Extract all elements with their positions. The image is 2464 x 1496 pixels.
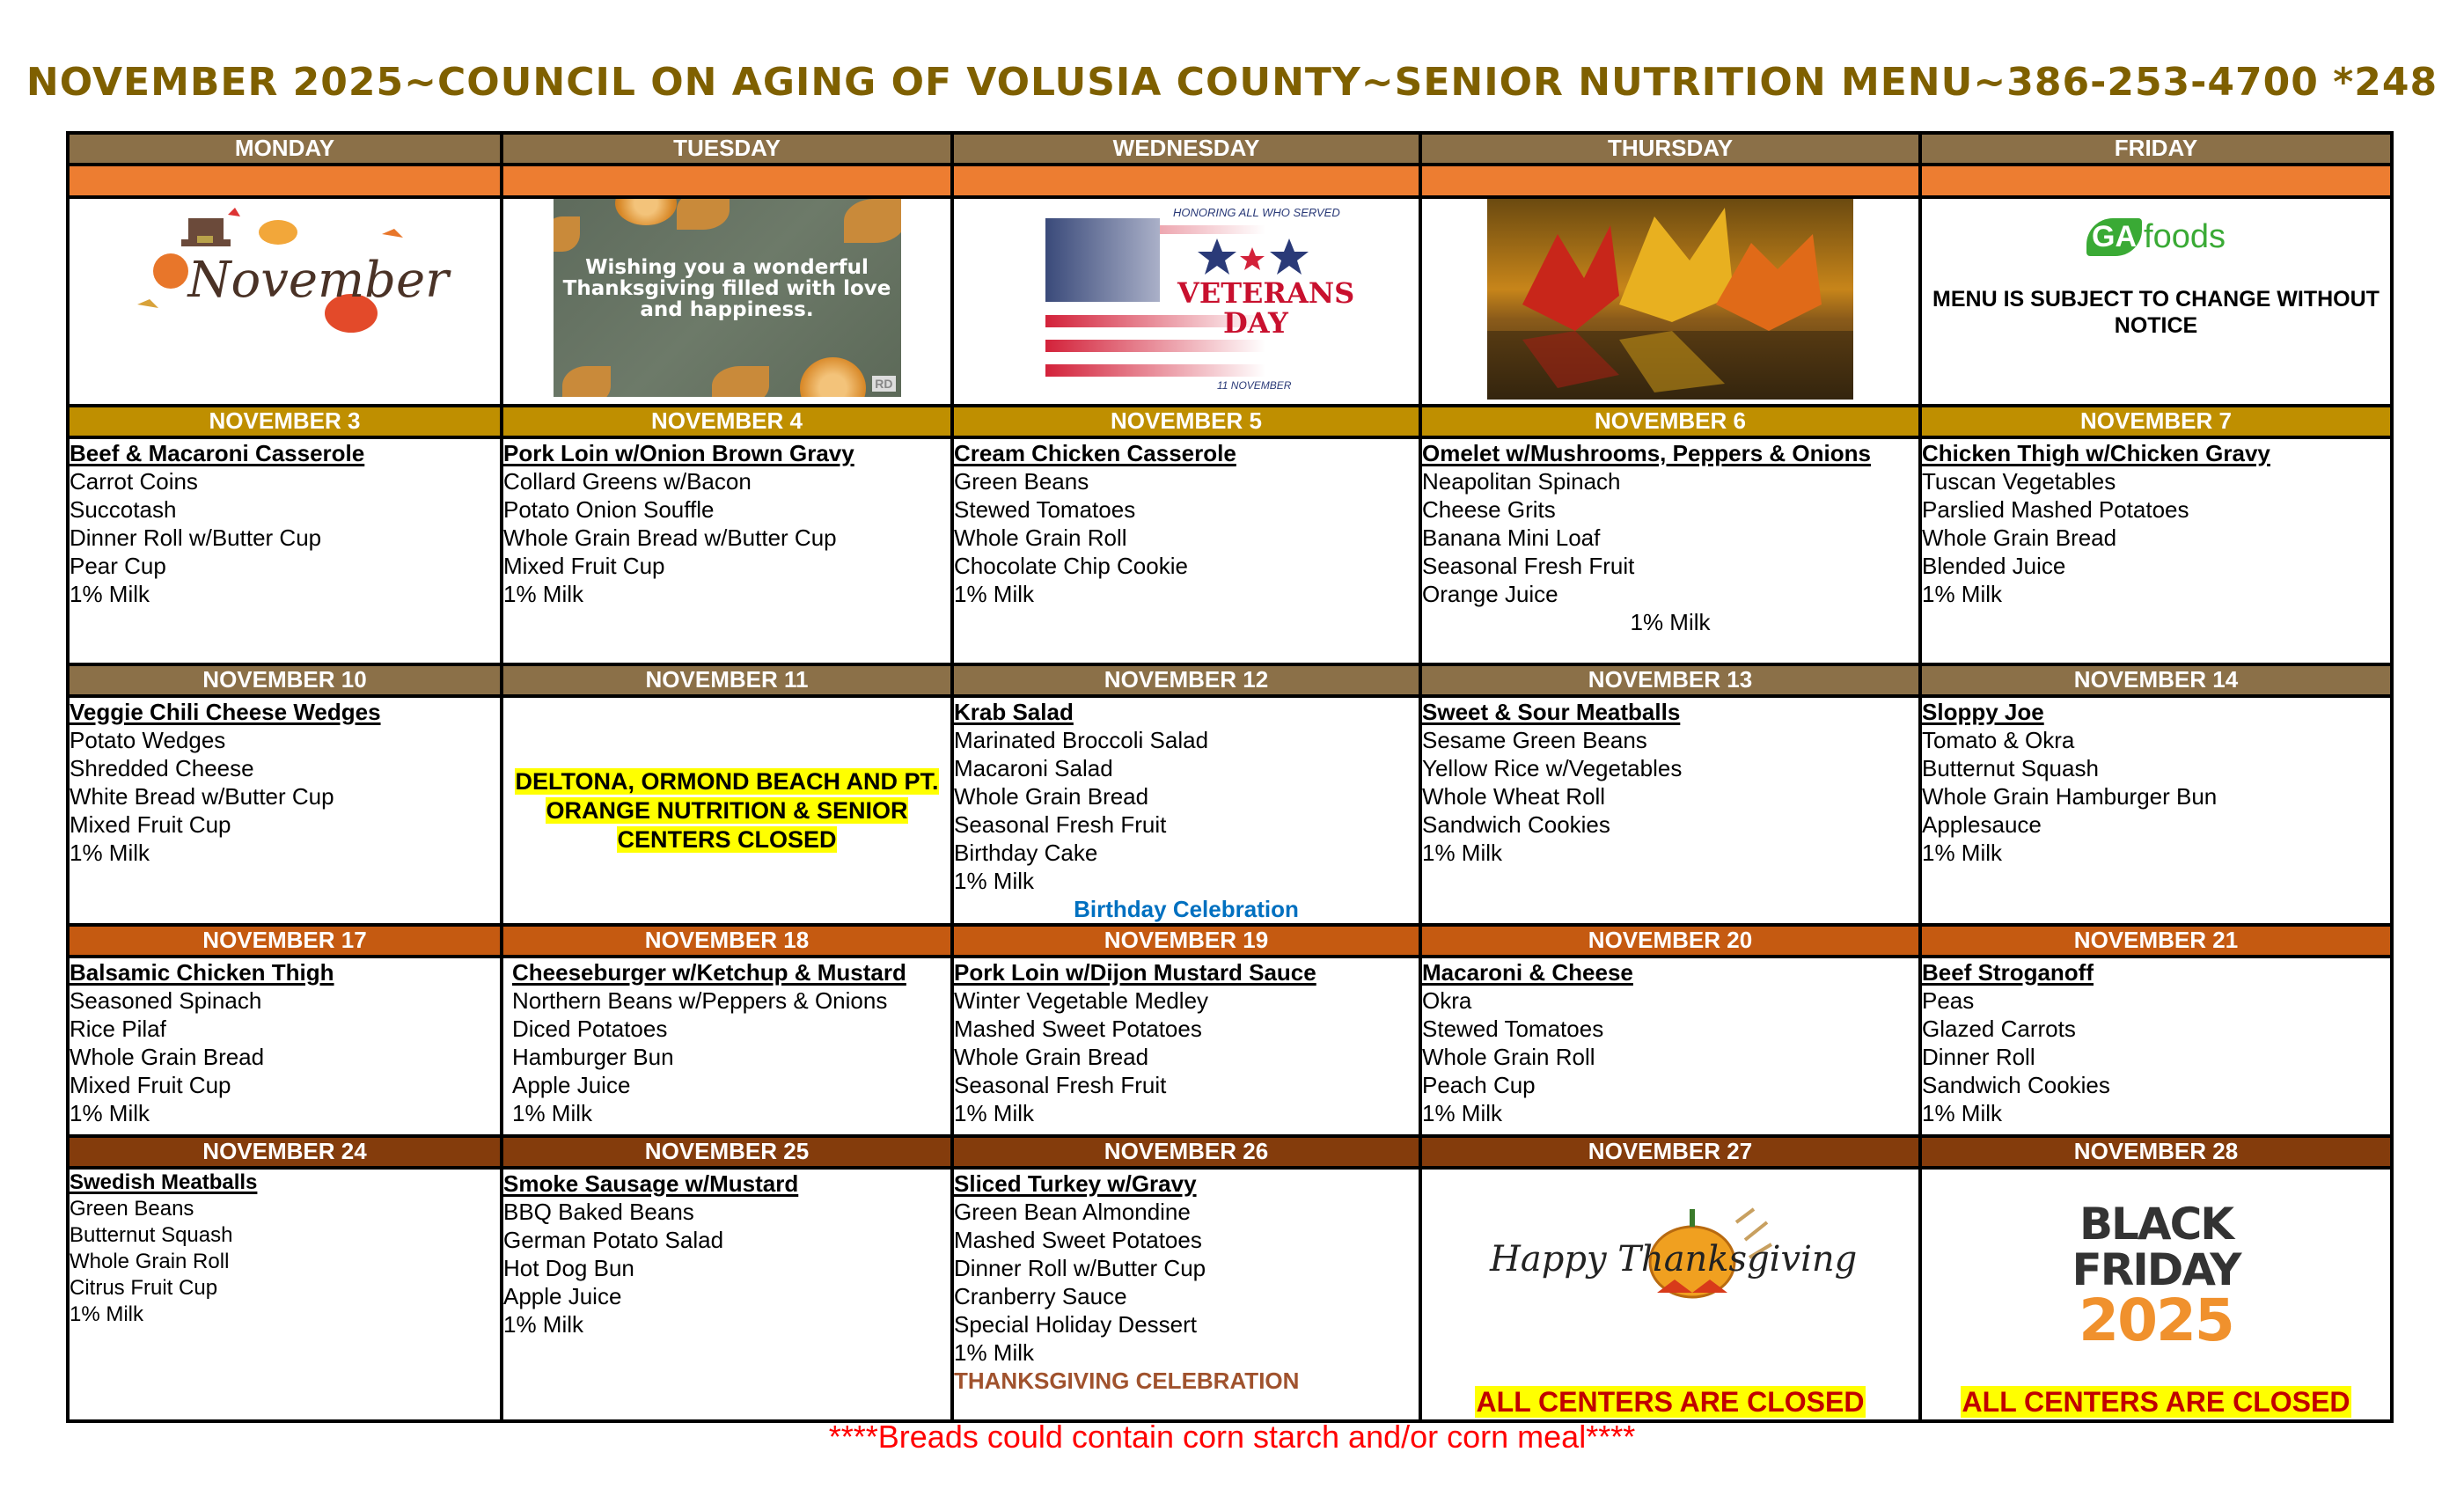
- thanksgiving-closed-cell: [1420, 1168, 1920, 1421]
- menu-item: Potato Wedges: [70, 727, 226, 753]
- entree: Sloppy Joe: [1922, 699, 2044, 725]
- menu-item: Chocolate Chip Cookie: [954, 553, 1188, 579]
- day-menu-cell: [952, 437, 1420, 664]
- black-friday-closed-cell: [1920, 1168, 2392, 1421]
- menu-item: Special Holiday Dessert: [954, 1311, 1198, 1338]
- date-header: NOVEMBER 10: [68, 664, 502, 696]
- day-menu-cell: [68, 1168, 502, 1421]
- day-menu-cell: [68, 437, 502, 664]
- menu-item: 1% Milk: [1630, 609, 1711, 635]
- menu-item: Carrot Coins: [70, 468, 198, 495]
- orange-band: [502, 165, 952, 197]
- menu-item: Whole Grain Bread w/Butter Cup: [503, 524, 837, 551]
- day-menu-cell: [1920, 696, 2392, 925]
- orange-band: [952, 165, 1420, 197]
- menu-item: 1% Milk: [503, 1311, 584, 1338]
- menu-item: Tuscan Vegetables: [1922, 468, 2116, 495]
- entree: Pork Loin w/Dijon Mustard Sauce: [954, 959, 1316, 986]
- honoring-text: HONORING ALL WHO SERVED: [1173, 206, 1340, 219]
- menu-item: Dinner Roll: [1922, 1044, 2035, 1070]
- menu-item: 1% Milk: [1922, 581, 2003, 607]
- menu-item: Parslied Mashed Potatoes: [1922, 496, 2189, 523]
- menu-item: 1% Milk: [954, 1100, 1035, 1126]
- day-menu-cell: [952, 957, 1420, 1136]
- day-menu-cell: [68, 957, 502, 1136]
- menu-item: Succotash: [70, 496, 177, 523]
- menu-item: 1% Milk: [954, 581, 1035, 607]
- year-text: 2025: [2079, 1287, 2233, 1354]
- menu-item: Sesame Green Beans: [1422, 727, 1647, 753]
- menu-item: 1% Milk: [503, 581, 584, 607]
- week-1-date-row: [68, 406, 2392, 437]
- entree: Beef & Macaroni Casserole: [70, 440, 365, 466]
- menu-item: Potato Onion Souffle: [503, 496, 715, 523]
- menu-change-notice: MENU IS SUBJECT TO CHANGE WITHOUT NOTICE: [1932, 287, 2380, 338]
- entree: Balsamic Chicken Thigh: [70, 959, 334, 986]
- menu-item: Whole Grain Bread: [954, 1044, 1149, 1070]
- date-header: NOVEMBER 27: [1420, 1136, 1920, 1168]
- menu-item: Stewed Tomatoes: [1422, 1016, 1604, 1042]
- date-header: NOVEMBER 18: [502, 925, 952, 957]
- week-3-date-row: [68, 925, 2392, 957]
- menu-item: Green Beans: [70, 1197, 194, 1221]
- menu-item: Whole Grain Roll: [1422, 1044, 1595, 1070]
- november-11-text: 11 NOVEMBER: [1217, 379, 1292, 392]
- menu-item: 1% Milk: [954, 1339, 1035, 1366]
- date-header: NOVEMBER 24: [68, 1136, 502, 1168]
- date-header: NOVEMBER 19: [952, 925, 1420, 957]
- november-script-text: November: [187, 252, 449, 309]
- menu-item: Hot Dog Bun: [503, 1255, 634, 1281]
- menu-item: Stewed Tomatoes: [954, 496, 1136, 523]
- date-header: NOVEMBER 28: [1920, 1136, 2392, 1168]
- menu-item: Butternut Squash: [1922, 755, 2099, 781]
- menu-item: Mixed Fruit Cup: [70, 811, 231, 838]
- menu-item: Apple Juice: [512, 1072, 631, 1098]
- entree: Cheeseburger w/Ketchup & Mustard: [512, 959, 906, 986]
- entree: Chicken Thigh w/Chicken Gravy: [1922, 440, 2270, 466]
- menu-item: Whole Grain Roll: [70, 1250, 230, 1273]
- ga-logo-mark: GA: [2086, 218, 2142, 256]
- orange-band-row: [68, 165, 2392, 197]
- menu-item: Cheese Grits: [1422, 496, 1556, 523]
- entree: Cream Chicken Casserole: [954, 440, 1236, 466]
- menu-item: Diced Potatoes: [512, 1016, 668, 1042]
- day-menu-cell: [1920, 437, 2392, 664]
- menu-item: Yellow Rice w/Vegetables: [1422, 755, 1683, 781]
- november-illustration-image: [118, 199, 452, 340]
- page-title: NOVEMBER 2025~COUNCIL ON AGING OF VOLUSIA COUNTY~SENIOR NUTRITION MENU~386-253-4700 *248: [26, 60, 2438, 105]
- monday-image-cell: [68, 197, 502, 406]
- day-menu-cell: [1420, 957, 1920, 1136]
- autumn-leaves-image: [1487, 199, 1853, 400]
- menu-item: 1% Milk: [512, 1100, 593, 1126]
- day-menu-cell: [502, 957, 952, 1136]
- day-text: DAY: [1223, 306, 1288, 340]
- centers-closed-notice: DELTONA, ORMOND BEACH AND PT. ORANGE NUTRITION & SENIOR CENTERS CLOSED: [515, 767, 939, 853]
- entree: Krab Salad: [954, 699, 1074, 725]
- week-2-menu-row: [68, 696, 2392, 925]
- menu-item: Peach Cup: [1422, 1072, 1536, 1098]
- gafoods-logo: [1922, 218, 2390, 256]
- black-friday-image: [1922, 1199, 2390, 1354]
- menu-item: Green Bean Almondine: [954, 1199, 1191, 1225]
- menu-item: Whole Grain Hamburger Bun: [1922, 783, 2218, 810]
- menu-item: Whole Grain Bread: [954, 783, 1149, 810]
- week-1-menu-row: [68, 437, 2392, 664]
- menu-item: Whole Wheat Roll: [1422, 783, 1606, 810]
- menu-item: Butternut Squash: [70, 1223, 233, 1247]
- entree: Sweet & Sour Meatballs: [1422, 699, 1681, 725]
- menu-item: Hamburger Bun: [512, 1044, 674, 1070]
- menu-item: Birthday Cake: [954, 840, 1098, 866]
- day-menu-cell: [502, 1168, 952, 1421]
- entree: Macaroni & Cheese: [1422, 959, 1633, 986]
- weekday-thursday: THURSDAY: [1420, 133, 1920, 165]
- menu-item: Tomato & Okra: [1922, 727, 2075, 753]
- menu-item: 1% Milk: [70, 840, 150, 866]
- date-header: NOVEMBER 21: [1920, 925, 2392, 957]
- date-header: NOVEMBER 11: [502, 664, 952, 696]
- menu-item: Seasonal Fresh Fruit: [954, 811, 1167, 838]
- menu-item: Collard Greens w/Bacon: [503, 468, 752, 495]
- menu-item: Mashed Sweet Potatoes: [954, 1227, 1202, 1253]
- tuesday-image-cell: [502, 197, 952, 406]
- thanksgiving-wishes-image: [554, 199, 901, 397]
- date-header: NOVEMBER 17: [68, 925, 502, 957]
- date-header: NOVEMBER 20: [1420, 925, 1920, 957]
- rd-badge: RD: [872, 376, 895, 392]
- menu-item: Whole Grain Bread: [1922, 524, 2117, 551]
- happy-thanksgiving-image: [1481, 1205, 1859, 1346]
- entree: Pork Loin w/Onion Brown Gravy: [503, 440, 854, 466]
- menu-item: 1% Milk: [70, 1302, 144, 1326]
- day-menu-cell: [952, 696, 1420, 925]
- day-menu-cell: [952, 1168, 1420, 1421]
- image-row: [68, 197, 2392, 406]
- date-header: NOVEMBER 13: [1420, 664, 1920, 696]
- menu-item: Seasonal Fresh Fruit: [1422, 553, 1635, 579]
- date-header: NOVEMBER 6: [1420, 406, 1920, 437]
- menu-item: Sandwich Cookies: [1922, 1072, 2110, 1098]
- menu-item: Peas: [1922, 987, 1975, 1014]
- weekday-monday: MONDAY: [68, 133, 502, 165]
- menu-item: Okra: [1422, 987, 1472, 1014]
- birthday-celebration-note: Birthday Celebration: [1074, 896, 1299, 922]
- thursday-image-cell: [1420, 197, 1920, 406]
- entree: Sliced Turkey w/Gravy: [954, 1170, 1197, 1197]
- day-menu-cell: [1420, 437, 1920, 664]
- entree: Beef Stroganoff: [1922, 959, 2094, 986]
- menu-calendar-table: [66, 131, 2394, 1423]
- menu-item: Neapolitan Spinach: [1422, 468, 1621, 495]
- day-menu-cell: [502, 437, 952, 664]
- wednesday-image-cell: [952, 197, 1420, 406]
- menu-item: Seasonal Fresh Fruit: [954, 1072, 1167, 1098]
- menu-item: BBQ Baked Beans: [503, 1199, 694, 1225]
- menu-item: Glazed Carrots: [1922, 1016, 2076, 1042]
- black-text: BLACK: [2079, 1199, 2233, 1250]
- menu-item: Apple Juice: [503, 1283, 622, 1309]
- menu-item: Mixed Fruit Cup: [503, 553, 665, 579]
- date-header: NOVEMBER 25: [502, 1136, 952, 1168]
- friday-info-cell: [1920, 197, 2392, 406]
- weekday-friday: FRIDAY: [1920, 133, 2392, 165]
- day-menu-cell: [1420, 696, 1920, 925]
- menu-item: Applesauce: [1922, 811, 2042, 838]
- foods-logo-text: foods: [2144, 218, 2226, 255]
- menu-item: Mixed Fruit Cup: [70, 1072, 231, 1098]
- menu-item: Shredded Cheese: [70, 755, 254, 781]
- menu-item: Orange Juice: [1422, 581, 1558, 607]
- menu-item: Macaroni Salad: [954, 755, 1113, 781]
- all-centers-closed-notice: ALL CENTERS ARE CLOSED: [1962, 1386, 2350, 1418]
- date-header: NOVEMBER 26: [952, 1136, 1420, 1168]
- menu-item: Whole Grain Roll: [954, 524, 1127, 551]
- menu-item: 1% Milk: [70, 581, 150, 607]
- menu-item: 1% Milk: [1422, 1100, 1503, 1126]
- all-centers-closed-notice: ALL CENTERS ARE CLOSED: [1476, 1386, 1865, 1418]
- day-menu-cell: [68, 696, 502, 925]
- menu-item: Winter Vegetable Medley: [954, 987, 1209, 1014]
- corn-starch-disclaimer: ****Breads could contain corn starch and/or corn meal****: [828, 1419, 1636, 1455]
- weekday-wednesday: WEDNESDAY: [952, 133, 1420, 165]
- menu-item: Pear Cup: [70, 553, 166, 579]
- friday-text: FRIDAY: [2072, 1244, 2240, 1295]
- thanksgiving-celebration-note: THANKSGIVING CELEBRATION: [954, 1368, 1300, 1394]
- date-header: NOVEMBER 3: [68, 406, 502, 437]
- thanksgiving-wishes-text: Wishing you a wonderful Thanksgiving filled with love and happiness.: [562, 256, 891, 321]
- menu-item: Whole Grain Bread: [70, 1044, 265, 1070]
- menu-item: German Potato Salad: [503, 1227, 724, 1253]
- menu-item: 1% Milk: [1922, 1100, 2003, 1126]
- date-header: NOVEMBER 14: [1920, 664, 2392, 696]
- entree: Swedish Meatballs: [70, 1170, 258, 1194]
- menu-item: Mashed Sweet Potatoes: [954, 1016, 1202, 1042]
- weekday-tuesday: TUESDAY: [502, 133, 952, 165]
- date-header: NOVEMBER 4: [502, 406, 952, 437]
- veterans-text: VETERANS: [1177, 276, 1355, 310]
- menu-item: 1% Milk: [954, 868, 1035, 894]
- menu-item: White Bread w/Butter Cup: [70, 783, 334, 810]
- menu-item: Cranberry Sauce: [954, 1283, 1127, 1309]
- orange-band: [1920, 165, 2392, 197]
- week-2-date-row: [68, 664, 2392, 696]
- orange-band: [1420, 165, 1920, 197]
- menu-item: Dinner Roll w/Butter Cup: [954, 1255, 1206, 1281]
- menu-item: 1% Milk: [70, 1100, 150, 1126]
- veterans-day-image: [1028, 199, 1355, 400]
- menu-item: Banana Mini Loaf: [1422, 524, 1601, 551]
- happy-thanksgiving-text: Happy Thanksgiving: [1490, 1239, 1858, 1280]
- entree: Veggie Chili Cheese Wedges: [70, 699, 381, 725]
- menu-item: Marinated Broccoli Salad: [954, 727, 1209, 753]
- menu-item: 1% Milk: [1922, 840, 2003, 866]
- menu-item: Citrus Fruit Cup: [70, 1276, 218, 1300]
- menu-item: Seasoned Spinach: [70, 987, 262, 1014]
- entree: Omelet w/Mushrooms, Peppers & Onions: [1422, 440, 1871, 466]
- weekday-header-row: [68, 133, 2392, 165]
- menu-item: Dinner Roll w/Butter Cup: [70, 524, 322, 551]
- entree: Smoke Sausage w/Mustard: [503, 1170, 799, 1197]
- week-4-menu-row: [68, 1168, 2392, 1421]
- date-header: NOVEMBER 5: [952, 406, 1420, 437]
- menu-item: Sandwich Cookies: [1422, 811, 1610, 838]
- day-menu-cell: [1920, 957, 2392, 1136]
- menu-item: Northern Beans w/Peppers & Onions: [512, 987, 888, 1014]
- week-3-menu-row: [68, 957, 2392, 1136]
- week-4-date-row: [68, 1136, 2392, 1168]
- menu-item: 1% Milk: [1422, 840, 1503, 866]
- closed-notice-cell: [502, 696, 952, 925]
- menu-item: Blended Juice: [1922, 553, 2066, 579]
- orange-band: [68, 165, 502, 197]
- date-header: NOVEMBER 7: [1920, 406, 2392, 437]
- date-header: NOVEMBER 12: [952, 664, 1420, 696]
- menu-item: Green Beans: [954, 468, 1089, 495]
- menu-item: Rice Pilaf: [70, 1016, 166, 1042]
